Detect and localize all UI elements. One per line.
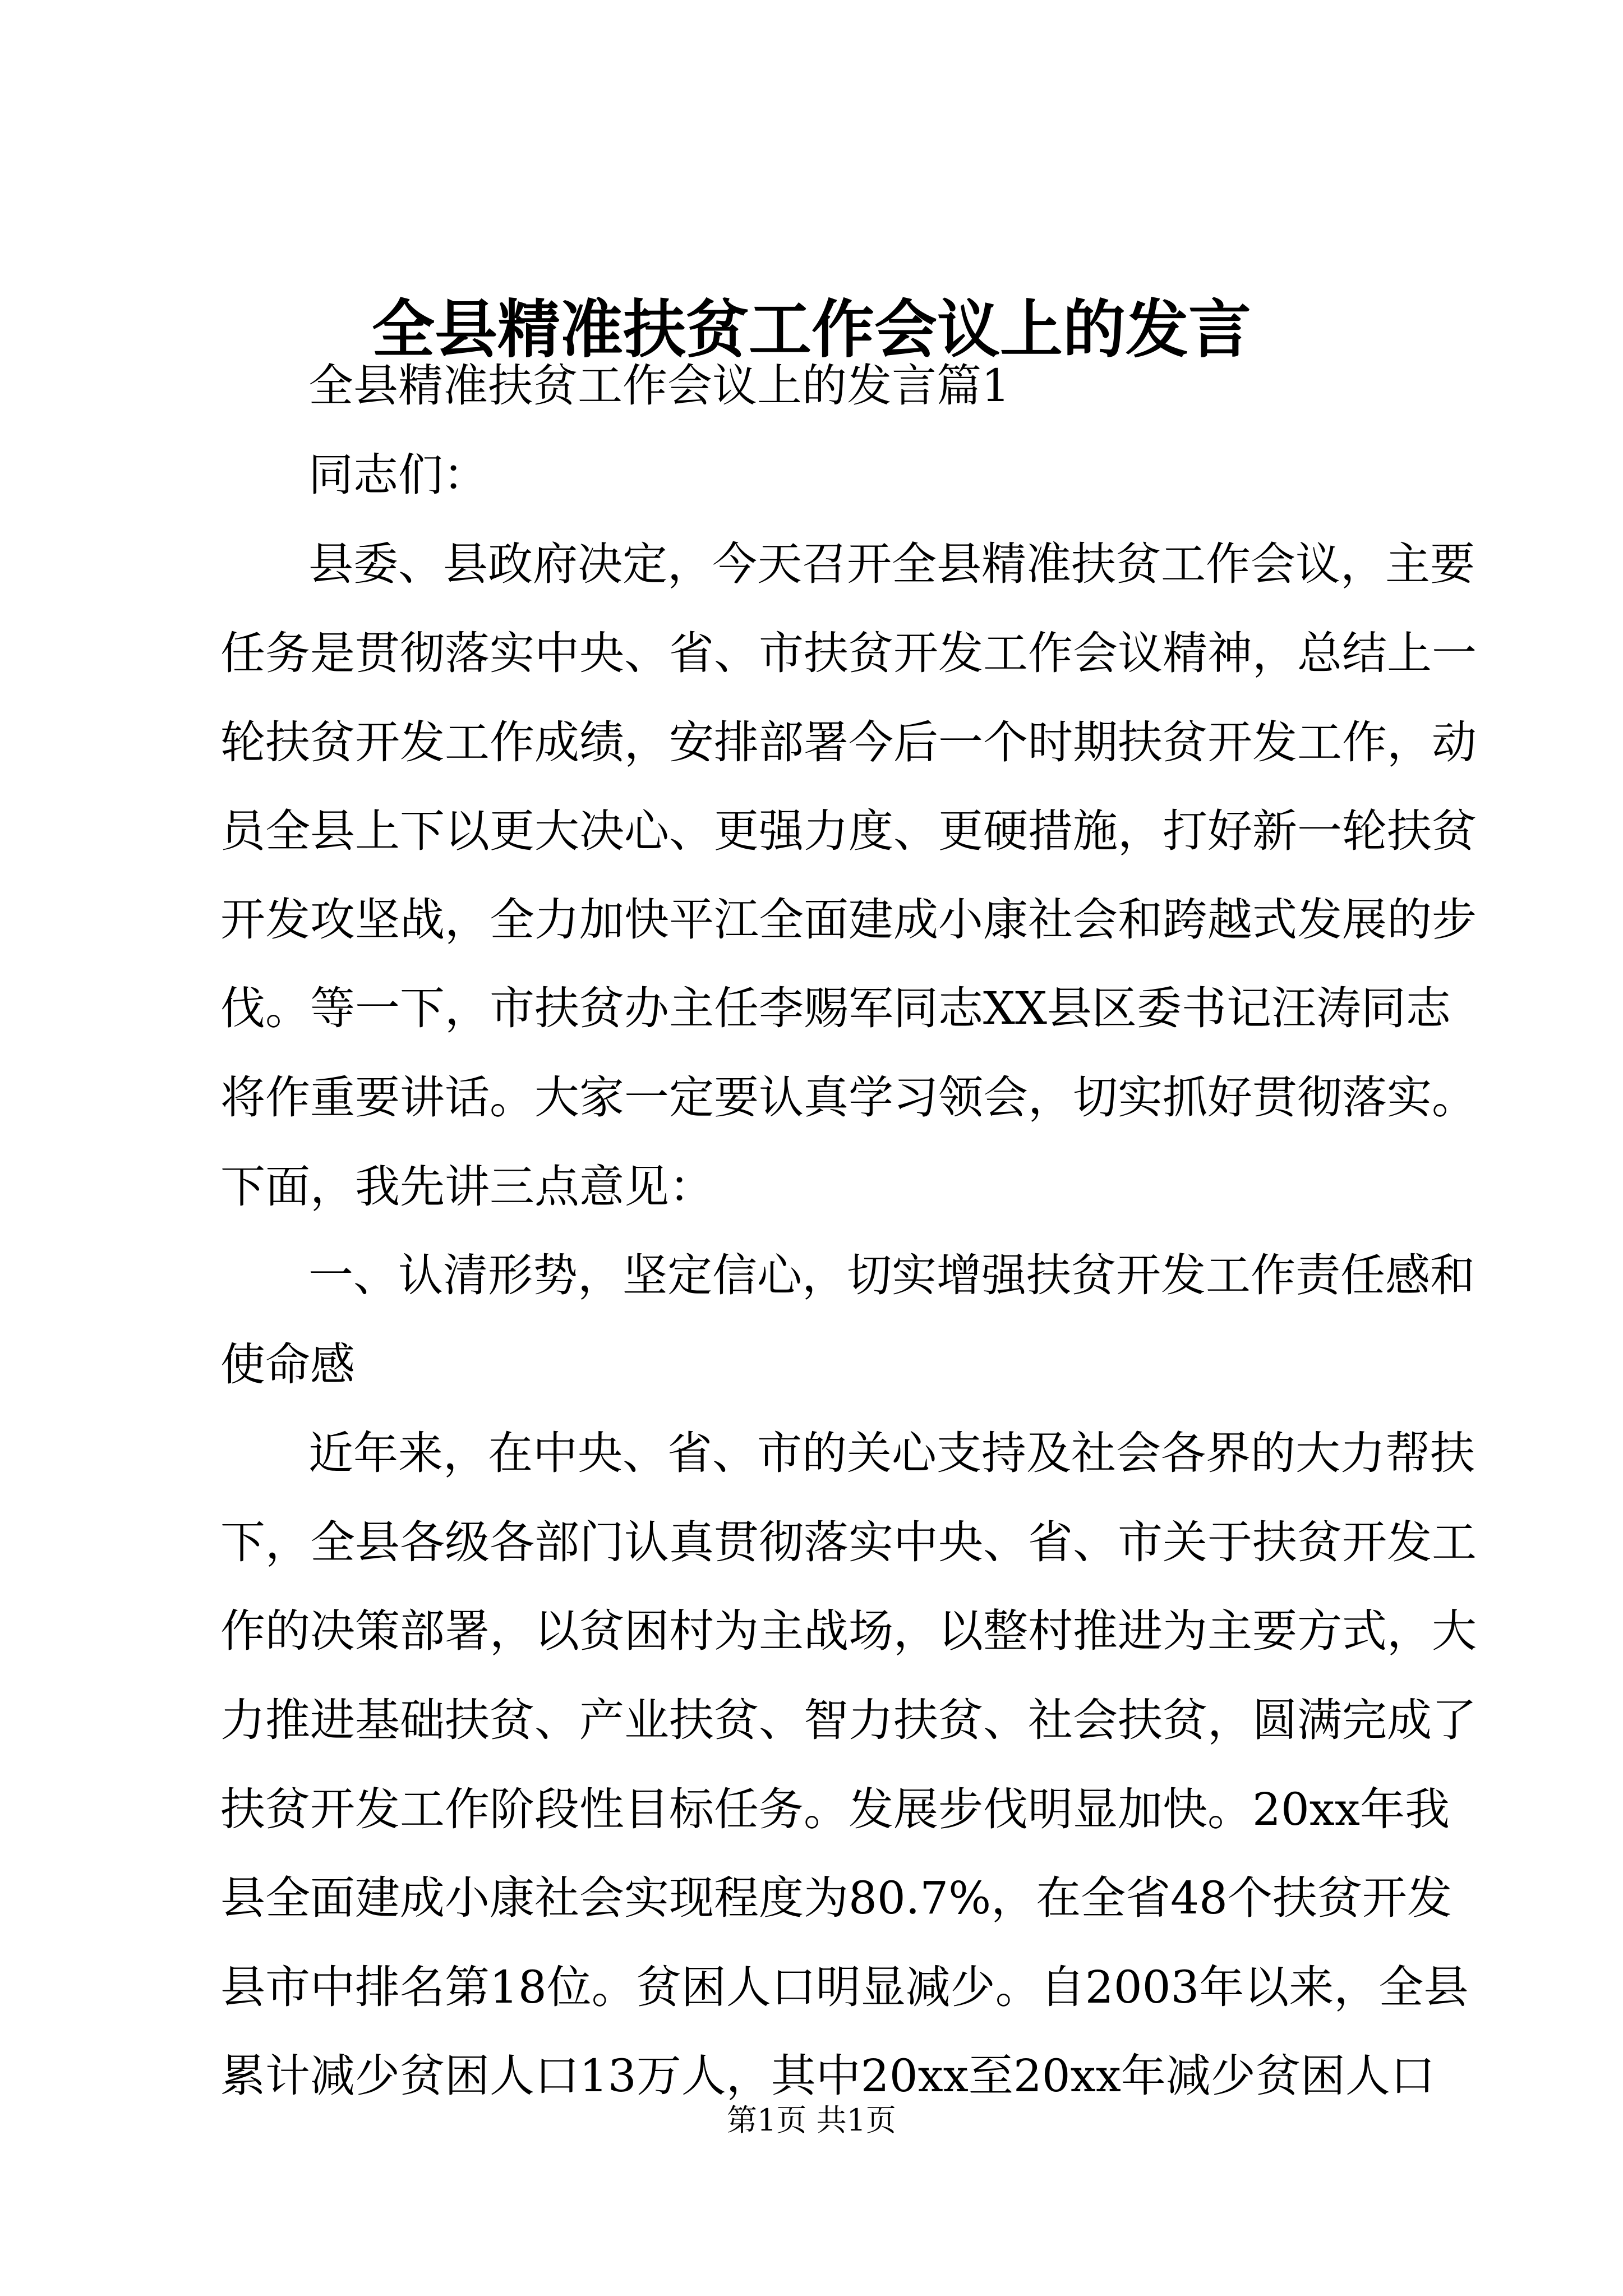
body-text-line: 将作重要讲话。大家一定要认真学习领会，切实抓好贯彻落实。 <box>220 1071 1477 1124</box>
body-text-line: 伐。等一下，市扶贫办主任李赐军同志XX县区委书记汪涛同志 <box>220 982 1451 1034</box>
body-text-line: 下，全县各级各部门认真贯彻落实中央、省、市关于扶贫开发工 <box>220 1516 1477 1568</box>
body-text-line: 县市中排名第18位。贫困人口明显减少。自2003年以来，全县 <box>220 1961 1469 2013</box>
section-one-heading-line: 使命感 <box>220 1338 355 1391</box>
section-heading-line: 全县精准扶贫工作会议上的发言篇1 <box>308 360 1010 412</box>
page-number-footer: 第1页 共1页 <box>727 2102 896 2138</box>
body-text-line: 任务是贯彻落实中央、省、市扶贫开发工作会议精神，总结上一 <box>220 627 1477 679</box>
section-one-heading-line: 一、认清形势，坚定信心，切实增强扶贫开发工作责任感和 <box>308 1249 1475 1301</box>
body-text-line: 力推进基础扶贫、产业扶贫、智力扶贫、社会扶贫，圆满完成了 <box>220 1694 1477 1746</box>
body-text-line: 员全县上下以更大决心、更强力度、更硬措施，打好新一轮扶贫 <box>220 805 1477 857</box>
document-title: 全县精准扶贫工作会议上的发言 <box>372 293 1251 366</box>
body-text-line: 开发攻坚战，全力加快平江全面建成小康社会和跨越式发展的步 <box>220 894 1477 946</box>
body-text-line: 下面，我先讲三点意见： <box>220 1161 714 1213</box>
body-text-line: 县委、县政府决定，今天召开全县精准扶贫工作会议，主要 <box>308 538 1475 590</box>
body-text-line: 轮扶贫开发工作成绩，安排部署今后一个时期扶贫开发工作，动 <box>220 716 1477 769</box>
body-text-line: 作的决策部署，以贫困村为主战场，以整村推进为主要方式，大 <box>220 1605 1477 1657</box>
body-text-line: 累计减少贫困人口13万人，其中20xx至20xx年减少贫困人口 <box>220 2050 1435 2102</box>
body-text-line: 县全面建成小康社会实现程度为80.7%，在全省48个扶贫开发 <box>220 1872 1452 1924</box>
salutation-line: 同志们： <box>308 449 488 501</box>
body-text-line: 近年来，在中央、省、市的关心支持及社会各界的大力帮扶 <box>308 1427 1475 1479</box>
body-text-line: 扶贫开发工作阶段性目标任务。发展步伐明显加快。20xx年我 <box>220 1783 1450 1835</box>
